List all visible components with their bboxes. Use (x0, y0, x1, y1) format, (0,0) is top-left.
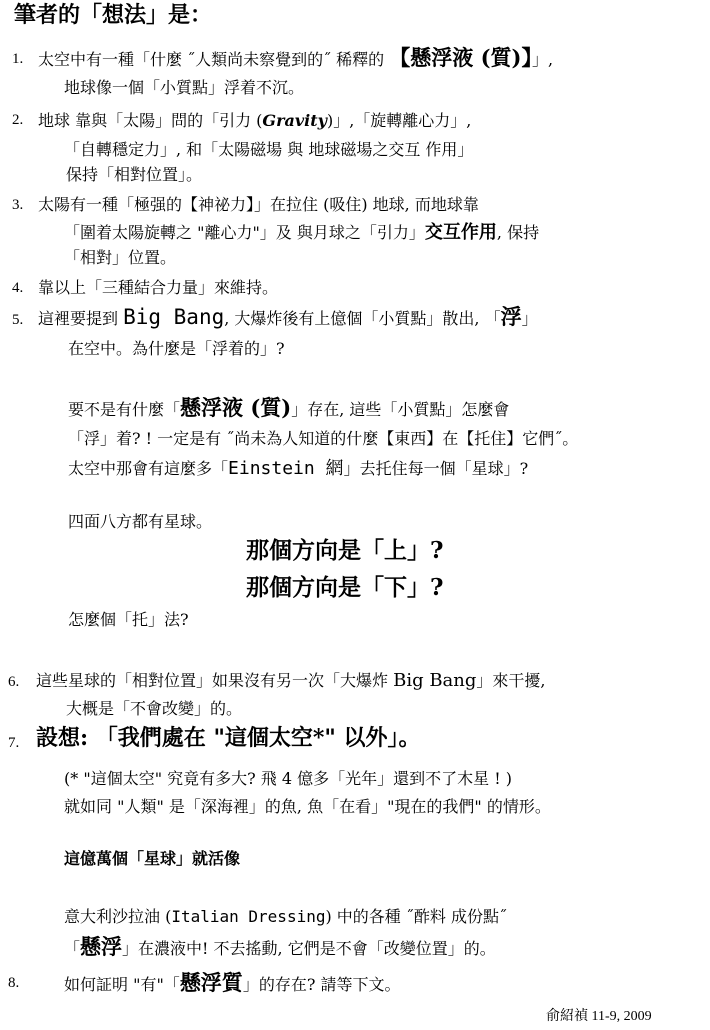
emphasis-text: 懸浮質 (179, 970, 243, 995)
centered-question: 那個方向是「下」? (246, 574, 444, 601)
paragraph-line: (* "這個太空" 究竟有多大? 飛 4 億多「光年」還到不了木星 ! ) (64, 769, 512, 788)
item-line (38, 47, 553, 71)
emphasis-text: 浮 (500, 304, 522, 329)
text-run: 太空中有一種「什麼 ˝人類尚未察覺到的˝ 稀釋的 (38, 50, 390, 69)
text-run: 要不是有什麼「 (68, 400, 181, 419)
item-number: 6. (8, 674, 20, 690)
text-run: 「 (64, 939, 81, 958)
item-number: 5. (12, 312, 24, 328)
text-run: 」在濃液中! 不去搖動, 它們是不會「改變位置」的。 (122, 939, 496, 958)
text-run: 」的存在? 請等下文。 (242, 975, 401, 994)
item-line (38, 306, 538, 330)
emphasis-text: Einstein 網 (228, 458, 344, 479)
emphasis-text: Big Bang (393, 670, 477, 691)
emphasis-text: 懸浮液 (質) (180, 395, 292, 420)
emphasis-text: 【懸浮液 (質)】 (389, 45, 532, 70)
item-line: 地球像一個「小質點」浮着不沉。 (64, 78, 305, 97)
text-run: 「圍着太陽旋轉之 "離心力"」及 與月球之「引力」 (64, 223, 425, 242)
paragraph-line (68, 397, 509, 421)
paragraph-line: 「浮」着? ! 一定是有 ˝尚未為人知道的什麼【東西】在【托住】它們˝。 (68, 429, 579, 448)
centered-question: 那個方向是「上」? (246, 537, 444, 564)
item-line (38, 110, 471, 132)
item-number: 3. (12, 197, 24, 213)
text-run: 這裡要提到 (38, 309, 124, 328)
emphasis-text: Italian Dressing (171, 907, 326, 926)
page-title: 筆者的「想法」是： (14, 2, 213, 28)
item-heading: 設想: 「我們處在 "這個太空*" 以外」。 (36, 725, 421, 751)
item-line: 在空中。為什麼是「浮着的」? (68, 339, 285, 358)
text-run: , 保持 (496, 223, 540, 242)
item-number: 2. (12, 112, 24, 128)
paragraph-line: 就如同 "人類" 是「深海裡」的魚, 魚「在看」"現在的我們" 的情形。 (64, 797, 551, 816)
item-number: 1. (12, 51, 24, 67)
paragraph-line: 怎麼個「托」法? (68, 610, 189, 629)
text-run: 太空中那會有這麼多「 (68, 459, 229, 478)
text-run: 意大利沙拉油 ( (64, 907, 172, 926)
text-run: 如何証明 "有"「 (64, 975, 180, 994)
item-line: 保持「相對位置」。 (66, 165, 203, 184)
item-number: 7. (8, 735, 20, 751)
paragraph-line: 四面八方都有星球。 (68, 512, 213, 531)
text-run: 」存在, 這些「小質點」怎麼會 (291, 400, 510, 419)
text-run: ) 中的各種 ˝酢料 成份點˝ (325, 907, 507, 926)
paragraph-line (64, 906, 507, 928)
signature-date: 俞紹禎 11-9, 2009 (546, 1009, 652, 1024)
item-line (64, 972, 400, 996)
paragraph-line (64, 936, 496, 960)
emphasis-text: 交互作用 (424, 222, 497, 243)
paragraph-line: 這億萬個「星球」就活像 (64, 849, 241, 868)
item-line (36, 670, 546, 692)
text-run: 」, (531, 50, 554, 69)
item-line: 「自轉穩定力」, 和「太陽磁場 與 地球磁場之交互 作用」 (64, 140, 474, 159)
text-run: 這些星球的「相對位置」如果沒有另一次「大爆炸 (36, 671, 394, 690)
emphasis-text: 懸浮 (80, 934, 123, 959)
emphasis-text: Gravity (262, 111, 327, 130)
item-line: 「相對」位置。 (64, 248, 177, 267)
item-line: 靠以上「三種結合力量」來維持。 (38, 278, 279, 297)
text-run: 地球 靠與「太陽」問的「引力 ( (38, 111, 263, 130)
text-run: 」來干擾, (476, 671, 546, 690)
item-line: 大概是「不會改變」的。 (66, 699, 243, 718)
text-run: 」 (521, 309, 538, 328)
emphasis-text: Big Bang (123, 305, 225, 329)
item-line (64, 222, 539, 244)
paragraph-line (68, 458, 528, 480)
text-run: , 大爆炸後有上億個「小質點」散出, 「 (224, 309, 501, 328)
text-run: )」,「旋轉離心力」, (326, 111, 472, 130)
text-run: 」去托住每一個「星球」? (343, 459, 529, 478)
item-line: 太陽有一種「極强的【神祕力】」在拉住 (吸住) 地球, 而地球靠 (38, 195, 479, 214)
item-number: 4. (12, 280, 24, 296)
item-number: 8. (8, 975, 20, 991)
